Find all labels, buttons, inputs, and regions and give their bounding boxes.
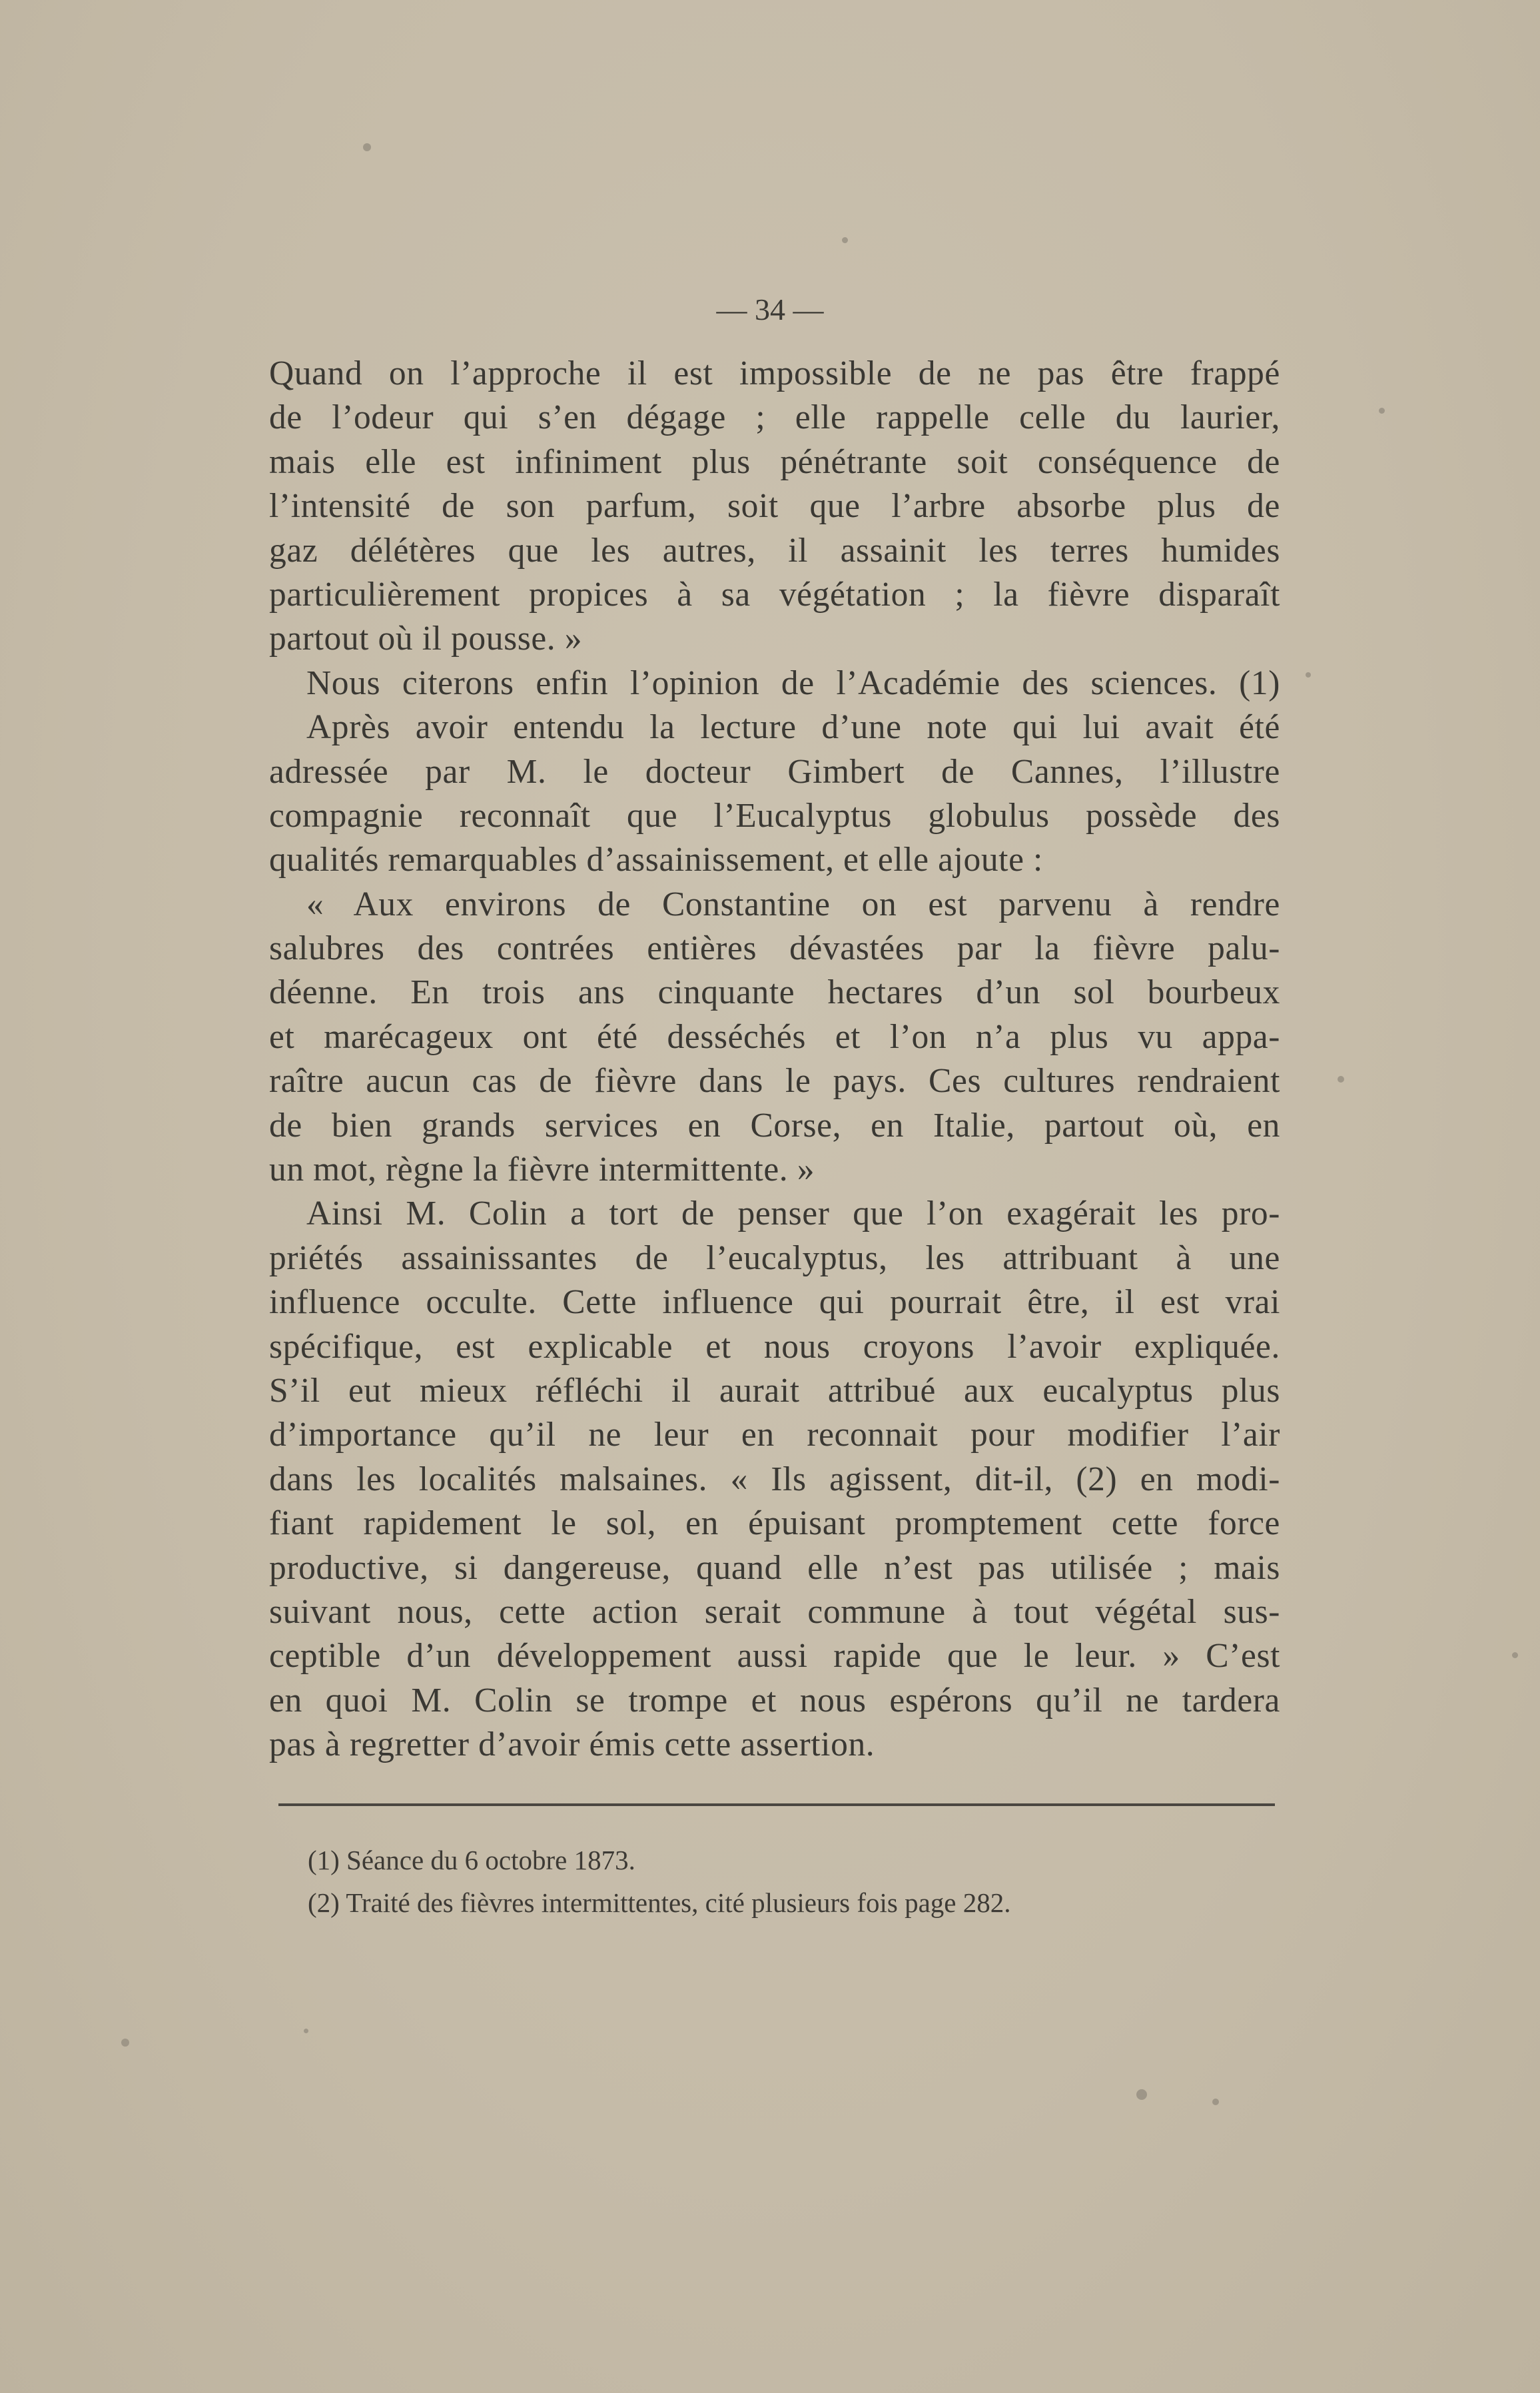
text-line: Nous citerons enfin l’opinion de l’Académie des sciences. (1) — [306, 664, 1280, 702]
text-line: compagnie reconnaît que l’Eucalyptus globulus possède des — [269, 796, 1280, 835]
text-line: en quoi M. Colin se trompe et nous espérons qu’il ne tardera — [269, 1681, 1280, 1719]
text-line: productive, si dangereuse, quand elle n’est pas utilisée ; mais — [269, 1548, 1280, 1587]
text-line: un mot, règne la fièvre intermittente. » — [269, 1151, 815, 1189]
text-line: Quand on l’approche il est impossible de ne pas être frappé — [269, 354, 1280, 392]
text-line: qualités remarquables d’assainissement, et elle ajoute : — [269, 841, 1043, 879]
paper-speck — [1306, 672, 1311, 678]
paper-speck — [304, 2029, 308, 2033]
paper-speck — [1212, 2099, 1219, 2105]
text-line: dans les localités malsaines. « Ils agissent, dit-il, (2) en modi- — [269, 1460, 1280, 1498]
footnote-divider — [278, 1803, 1275, 1806]
paper-speck — [842, 237, 848, 243]
text-line: suivant nous, cette action serait commune à tout végétal sus- — [269, 1592, 1280, 1631]
text-line: salubres des contrées entières dévastées par la fièvre palu- — [269, 929, 1280, 968]
text-line: gaz délétères que les autres, il assainit les terres humides — [269, 531, 1280, 570]
text-line: pas à regretter d’avoir émis cette assertion. — [269, 1725, 875, 1764]
text-line: spécifique, est explicable et nous croyons l’avoir expliquée. — [269, 1327, 1280, 1366]
text-line: de l’odeur qui s’en dégage ; elle rappelle celle du laurier, — [269, 398, 1280, 437]
text-line: ceptible d’un développement aussi rapide que le leur. » C’est — [269, 1637, 1280, 1675]
text-line: fiant rapidement le sol, en épuisant promptement cette force — [269, 1504, 1280, 1543]
paper-speck — [1136, 2089, 1147, 2100]
text-line: « Aux environs de Constantine on est parvenu à rendre — [306, 885, 1280, 923]
text-line: partout où il pousse. » — [269, 620, 583, 658]
text-line: mais elle est infiniment plus pénétrante soit conséquence de — [269, 442, 1280, 481]
paper-speck — [1379, 408, 1385, 414]
text-line: et marécageux ont été desséchés et l’on n’a plus vu appa- — [269, 1017, 1280, 1056]
text-line: d’importance qu’il ne leur en reconnait pour modifier l’air — [269, 1416, 1280, 1454]
body-text — [269, 352, 1280, 1767]
text-line: S’il eut mieux réfléchi il aurait attribué aux eucalyptus plus — [269, 1371, 1280, 1410]
text-line: de bien grands services en Corse, en Italie, partout où, en — [269, 1106, 1280, 1145]
text-line: l’intensité de son parfum, soit que l’arbre absorbe plus de — [269, 487, 1280, 526]
text-line: Ainsi M. Colin a tort de penser que l’on exagérait les pro- — [306, 1195, 1280, 1233]
text-line: Après avoir entendu la lecture d’une note qui lui avait été — [306, 708, 1280, 747]
paper-speck — [363, 143, 371, 151]
page-number: — 34 — — [716, 292, 824, 326]
footnote: (1) Séance du 6 octobre 1873. — [308, 1845, 635, 1875]
footnotes — [308, 1839, 1240, 1924]
text-line: priétés assainissantes de l’eucalyptus, les attribuant à une — [269, 1238, 1280, 1277]
paper-speck — [1338, 1076, 1344, 1083]
paper-speck — [121, 2039, 129, 2047]
text-line: adressée par M. le docteur Gimbert de Cannes, l’illustre — [269, 752, 1280, 791]
paper-speck — [1512, 1652, 1518, 1658]
text-line: influence occulte. Cette influence qui pourrait être, il est vrai — [269, 1283, 1280, 1322]
text-line: particulièrement propices à sa végétation ; la fièvre disparaît — [269, 575, 1280, 614]
footnote: (2) Traité des fièvres intermittentes, cité plusieurs fois page 282. — [308, 1887, 1011, 1918]
text-line: déenne. En trois ans cinquante hectares d’un sol bourbeux — [269, 973, 1280, 1012]
text-line: raître aucun cas de fièvre dans le pays. Ces cultures rendraient — [269, 1062, 1280, 1101]
